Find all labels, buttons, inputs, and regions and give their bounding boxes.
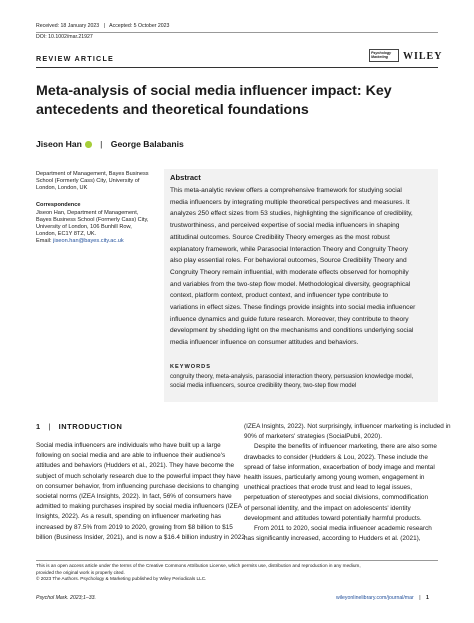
- abstract-line: Congruity Theory remain influential, with moderate effects observed for homophily: [170, 268, 409, 276]
- body-line: increased by 87.5% from 2019 to 2020, growing from $8 billion to $15: [36, 523, 233, 531]
- journal-logo: [369, 49, 399, 62]
- abstract-line: attitudinal outcomes. Source Credibility Theory emerges as the most robust: [170, 233, 390, 241]
- title-line-1: Meta-analysis of social media influencer impact: Key: [36, 83, 392, 99]
- license-notice: [36, 563, 438, 583]
- abstract-line: development by shedding light on the mechanisms and conditions underlying social: [170, 327, 414, 335]
- body-line: unethical practices that erode trust and lead to legal issues,: [244, 484, 413, 492]
- article-title: [36, 82, 392, 120]
- received-date: Received: 18 January 2023: [36, 23, 100, 29]
- body-line: societal norms (IZEA Insights, 2022). In fact, 56% of consumers have: [36, 493, 232, 501]
- affiliation-line: Department of Management, Bayes Business: [36, 171, 149, 177]
- journal-citation: Psychol Mark. 2023;1–33.: [36, 595, 96, 601]
- article-type: REVIEW ARTICLE: [36, 54, 115, 63]
- section-title: INTRODUCTION: [58, 422, 123, 431]
- body-line: Social media influencers are individuals who have built up a large: [36, 442, 221, 449]
- footer-right: [336, 595, 429, 601]
- license-line: This is an open access article under the terms of the Creative Commons Attribution License, which permits use, distribution and reproduction in any medium,: [36, 563, 361, 568]
- body-line: of personal identity, and the impact on adolescents' identity: [244, 504, 411, 512]
- keywords-list: [170, 373, 436, 390]
- author-divider: |: [100, 139, 103, 149]
- title-line-2: antecedents and theoretical foundations: [36, 102, 309, 118]
- abstract-line: influence dynamics and guide future research. Moreover, they contribute to theory: [170, 315, 409, 323]
- author-list: [36, 139, 184, 149]
- body-line: 90% of marketers' strategies (SocialPubli, 2020).: [244, 433, 382, 441]
- abstract-line: context, platform context, product context, and influencer type contribute to: [170, 292, 389, 300]
- doi[interactable]: DOI: 10.1002/mar.21927: [36, 34, 93, 40]
- received-date-line: [36, 23, 169, 29]
- body-line: has significantly increased, according to Hudders et al. (2021),: [244, 535, 421, 543]
- body-line: drawbacks to consider (Hudders & Lou, 2022). These include the: [244, 453, 428, 461]
- abstract-line: analyzes 250 effect sizes from 53 studies, highlighting the significance of credibility,: [170, 210, 413, 218]
- keywords-heading: KEYWORDS: [170, 364, 211, 370]
- affiliation-line: School (Formerly Cass) City, University of: [36, 178, 140, 184]
- body-line: on consumer behavior, from influencing purchase decisions to changing: [36, 482, 239, 490]
- email-line: [36, 238, 161, 245]
- right-column-text: [244, 422, 451, 544]
- affiliation-line: London, London, UK: [36, 185, 88, 191]
- body-line: Insights, 2022). As a result, spending on influencer marketing has: [36, 513, 222, 521]
- email-link[interactable]: jiseon.han@bayes.city.ac.uk: [53, 237, 124, 244]
- page-number: 1: [426, 595, 429, 601]
- body-line: health issues, particularly among young women, engagement in: [244, 474, 425, 482]
- abstract-line: media influencers by integrating multiple theoretical perspectives and measures. It: [170, 198, 410, 206]
- page-separator: |: [419, 595, 421, 601]
- section-number: 1: [36, 422, 41, 431]
- correspondence-heading: Correspondence: [36, 202, 81, 208]
- journal-logo-text: Psychology Marketing: [371, 51, 392, 60]
- journal-url[interactable]: wileyonlinelibrary.com/journal/mar: [336, 595, 414, 601]
- orcid-icon[interactable]: [85, 141, 92, 148]
- abstract-line: This meta-analytic review offers a comprehensive framework for studying social: [170, 187, 402, 194]
- body-line: perpetuation of stereotypes and social divisions, commodification: [244, 494, 429, 502]
- body-line: (IZEA Insights, 2022). Not surprisingly, influencer marketing is included in: [244, 423, 451, 430]
- author-1[interactable]: Jiseon Han: [36, 139, 82, 149]
- body-line: billion (Business Insider, 2021), and is now a $16.4 billion industry in 2022: [36, 533, 245, 541]
- body-line: attitudes and behaviors (Hudders et al., 2021). They have become the: [36, 462, 235, 470]
- section-separator: |: [48, 422, 51, 431]
- keywords-line: social media influencers, source credibility theory, two-step flow model: [170, 382, 357, 389]
- left-column-text: [36, 441, 245, 543]
- abstract-line: explanatory framework, while Parasocial Interaction Theory and Congruity Theory: [170, 245, 408, 253]
- abstract-line: variations in effect sizes. These findings provide insights into social media influencer: [170, 304, 416, 312]
- keywords-line: congruity theory, meta-analysis, parasocial interaction theory, persuasion knowledge model,: [170, 374, 414, 380]
- license-line: provided the original work is properly cited.: [36, 569, 125, 575]
- body-line: Despite the benefits of influencer marketing, there are also some: [254, 443, 437, 451]
- header-rule-top: [36, 32, 438, 33]
- affiliation: [36, 171, 161, 192]
- body-line: following on social media and are able to influence their audience's: [36, 452, 226, 460]
- body-line: subject of much scholarly research due to the powerful impact they have: [36, 472, 241, 480]
- body-line: spread of false information, exacerbation of body image and mental: [244, 463, 435, 471]
- abstract-line: and variables from the two-step flow model. Methodological diversity, geographical: [170, 280, 411, 288]
- correspondence-line: London, EC1Y 8TZ, UK.: [36, 230, 97, 237]
- abstract-heading: Abstract: [170, 173, 201, 182]
- correspondence: [36, 202, 161, 245]
- abstract-line: media influencer influence on consumer attitudes and behaviors.: [170, 339, 359, 347]
- author-2[interactable]: George Balabanis: [110, 139, 184, 149]
- copyright-line: © 2023 The Authors. Psychology & Marketing published by Wiley Periodicals LLC.: [36, 576, 207, 582]
- body-line: From 2011 to 2020, social media influencer academic research: [254, 525, 432, 533]
- section-heading: [36, 422, 122, 431]
- body-line: admitted to making purchases inspired by social media influencers (IZEA: [36, 503, 243, 511]
- body-line: development and attitudes toward potentially harmful products.: [244, 514, 422, 522]
- header-rule: [36, 67, 438, 68]
- abstract-text: [170, 185, 432, 349]
- abstract-line: also play essential roles. For behavioral outcomes, Source Credibility Theory and: [170, 257, 407, 265]
- correspondence-line: University of London, 106 Bunhill Row,: [36, 223, 132, 230]
- accepted-date: Accepted: 5 October 2023: [109, 23, 170, 29]
- header-separator: |: [103, 23, 105, 29]
- correspondence-line: Jiseon Han, Department of Management,: [36, 209, 139, 216]
- footer-rule: [36, 560, 438, 561]
- abstract-line: trustworthiness, and perceived expertise of social media influencers in shaping: [170, 222, 400, 230]
- correspondence-line: Bayes Business School (Formerly Cass) City,: [36, 216, 149, 223]
- publisher-logo: WILEY: [403, 51, 443, 62]
- email-label: Email:: [36, 237, 52, 244]
